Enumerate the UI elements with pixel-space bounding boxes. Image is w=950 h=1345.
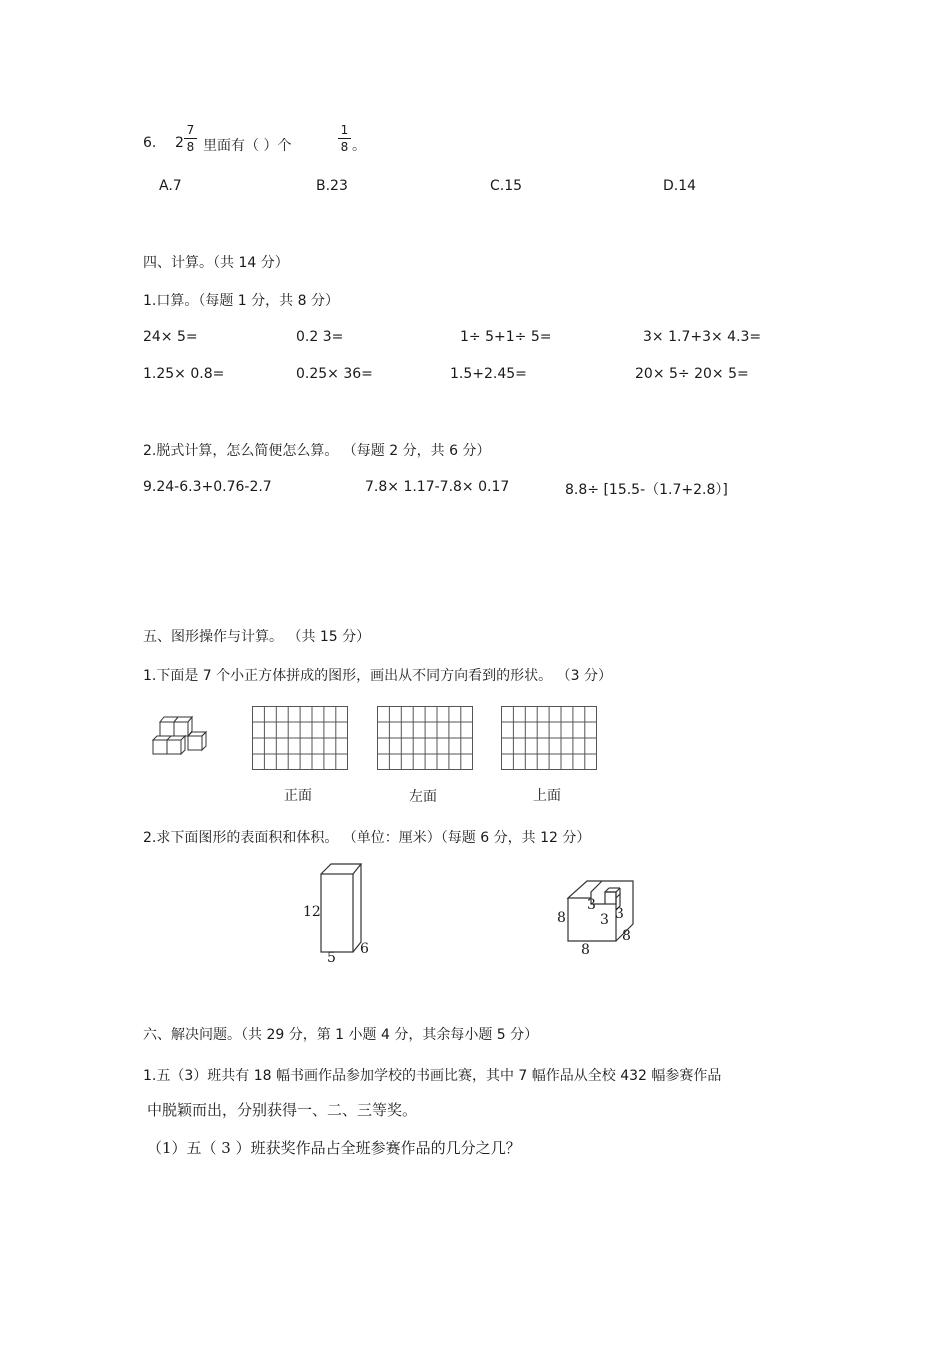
grid-label-top: 上面 (533, 788, 561, 804)
fraction-seven-eighths (184, 124, 197, 153)
mixed-number-whole: 2 (175, 135, 184, 151)
question-end-mark: 。 (352, 138, 366, 154)
fraction-numerator: 1 (340, 123, 349, 137)
prism-length-label: 5 (327, 950, 336, 966)
option-d: D.14 (663, 178, 697, 194)
sub-question: （1）五（ 3 ）班获奖作品占全班参赛作品的几分之几？ (147, 1139, 521, 1157)
step-calc-item: 9.24-6.3+0.76-2.7 (143, 479, 272, 495)
oral-item: 24× 5= (143, 329, 198, 345)
grid-left-view (377, 706, 473, 770)
views-question-title: 1.下面是 7 个小正方体拼成的图形，画出从不同方向看到的形状。 （3 分） (143, 668, 612, 684)
question-text: 里面有（ ）个 (203, 138, 292, 154)
notch-label: 3 (587, 897, 596, 913)
section-six-title: 六、解决问题。（共 29 分，第 1 小题 4 分，其余每小题 5 分） (143, 1027, 539, 1043)
step-calc-item: 7.8× 1.17-7.8× 0.17 (365, 479, 510, 495)
prism-width-label: 6 (360, 941, 369, 957)
oral-item: 0.25× 36= (296, 366, 373, 382)
oral-item: 1÷ 5+1÷ 5= (460, 329, 552, 345)
section-four-title: 四、计算。（共 14 分） (143, 255, 289, 271)
step-calc-item: 8.8÷ [15.5-（1.7+2.8）] (565, 482, 728, 498)
notch-label: 3 (615, 906, 624, 922)
fraction-denominator: 8 (186, 140, 195, 154)
fraction-numerator: 7 (186, 123, 195, 137)
oral-item: 20× 5÷ 20× 5= (635, 366, 749, 382)
oral-item: 1.25× 0.8= (143, 366, 225, 382)
option-b: B.23 (316, 178, 348, 194)
option-a: A.7 (159, 178, 182, 194)
cube-length-label: 8 (581, 942, 590, 958)
section-five-title: 五、图形操作与计算。 （共 15 分） (143, 629, 371, 645)
oral-calc-title: 1.口算。（每题 1 分，共 8 分） (143, 293, 339, 309)
surface-volume-title: 2.求下面图形的表面积和体积。 （单位：厘米）（每题 6 分，共 12 分） (143, 830, 591, 846)
option-c: C.15 (490, 178, 523, 194)
cube-stack-figure (150, 712, 212, 762)
prism-height-label: 12 (303, 904, 321, 920)
question-number: 6. (143, 135, 157, 151)
fraction-denominator: 8 (340, 140, 349, 154)
grid-top-view (501, 706, 597, 770)
fraction-one-eighth (338, 124, 351, 153)
problem-text: 中脱颖而出，分别获得一、二、三等奖。 (147, 1101, 418, 1119)
grid-front-view (252, 706, 348, 770)
oral-item: 1.5+2.45= (450, 366, 527, 382)
rectangular-prism-figure (318, 862, 362, 954)
step-calc-title: 2.脱式计算，怎么简便怎么算。 （每题 2 分，共 6 分） (143, 443, 491, 459)
grid-label-left: 左面 (409, 789, 437, 805)
notch-label: 3 (600, 912, 609, 928)
cube-width-label: 8 (622, 928, 631, 944)
problem-text: 1.五（3）班共有 18 幅书画作品参加学校的书画比赛，其中 7 幅作品从全校 432 幅参赛作品 (143, 1068, 722, 1084)
cube-height-label: 8 (557, 910, 566, 926)
oral-item: 3× 1.7+3× 4.3= (643, 329, 762, 345)
oral-item: 0.2 3= (296, 329, 344, 345)
grid-label-front: 正面 (284, 788, 312, 804)
